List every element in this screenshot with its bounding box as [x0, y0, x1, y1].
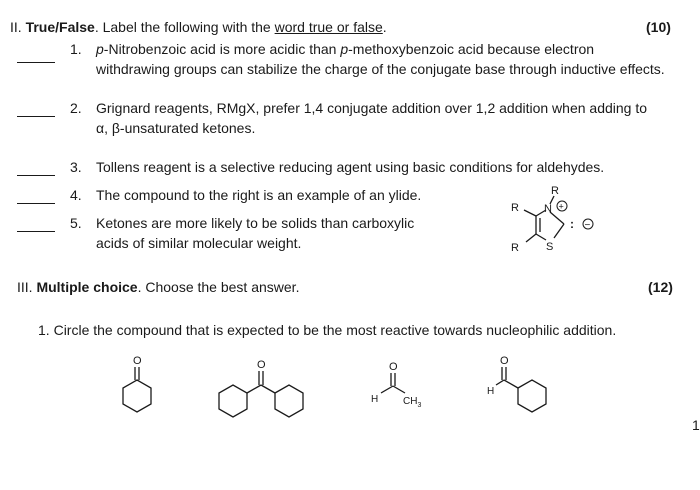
mc-question-1-text: Circle the compound that is expected to be the most reactive towards nucleophilic addition. — [53, 322, 617, 338]
bond-c5-r-bottom — [526, 234, 536, 242]
answer-blank-2[interactable] — [17, 116, 55, 117]
compound-a-oxygen: O — [133, 355, 142, 367]
bond-c4-r-left — [524, 210, 536, 216]
question-5-line-1: Ketones are more likely to be solids than carboxylic — [96, 215, 415, 231]
mc-question-1-number: 1. — [38, 322, 50, 338]
question-2-line-2: α, β-unsaturated ketones. — [96, 120, 256, 136]
section-3-roman: III. — [17, 279, 33, 295]
answer-blank-4[interactable] — [17, 203, 55, 204]
r-top-label: R — [551, 185, 559, 197]
section-3-points: (12) — [648, 279, 673, 295]
section-2-roman: II. — [10, 19, 22, 35]
mc-question-1 — [38, 321, 616, 339]
section-2-instruction-emphasis: word true or false — [274, 19, 383, 35]
compound-b-dicyclohexyl-ketone[interactable] — [213, 352, 313, 422]
section-2-header — [10, 18, 387, 36]
r-bottom-label: R — [511, 242, 519, 254]
compound-a-cyclohexanone[interactable] — [113, 352, 163, 422]
compound-c-oxygen: O — [389, 361, 398, 373]
section-3-instruction: . Choose the best answer. — [137, 279, 300, 295]
question-1-number: 1. — [70, 41, 82, 57]
ylide-thiazolium-structure — [500, 184, 610, 264]
bond-n-c2 — [550, 212, 564, 224]
answer-blank-1[interactable] — [17, 62, 55, 63]
question-1-text-a: -Nitrobenzoic acid is more acidic than — [103, 41, 341, 57]
compound-c-acetaldehyde[interactable] — [365, 358, 435, 418]
compound-d-oxygen: O — [500, 355, 509, 367]
question-3-line-1: Tollens reagent is a selective reducing agent using basic conditions for aldehydes. — [96, 159, 605, 175]
question-5-line-2: acids of similar molecular weight. — [96, 235, 302, 251]
compound-c-hydrogen: H — [371, 394, 379, 405]
question-4-line-1: The compound to the right is an example of an ylide. — [96, 187, 422, 203]
r-left-label: R — [511, 202, 519, 214]
compound-d-cyclohexanecarbaldehyde[interactable] — [482, 352, 562, 422]
n-atom-label: N — [544, 203, 552, 215]
section-3-header — [17, 278, 299, 296]
compound-c-subscript-3: 3 — [417, 402, 422, 409]
question-5-number: 5. — [70, 215, 82, 231]
answer-blank-3[interactable] — [17, 175, 55, 176]
compound-b-oxygen: O — [257, 359, 266, 371]
para-italic-1: p — [96, 41, 104, 57]
section-2-points: (10) — [646, 19, 671, 35]
question-3-number: 3. — [70, 159, 82, 175]
section-2-instruction-pre: . Label the following with the — [94, 19, 275, 35]
compound-c-methyl — [403, 396, 421, 409]
bond-c2-s — [554, 224, 564, 238]
section-3-title: Multiple choice — [36, 279, 138, 295]
question-2-line-1: Grignard reagents, RMgX, prefer 1,4 conjugate addition over 1,2 addition when adding to — [96, 100, 648, 116]
question-1-line-1 — [96, 40, 594, 58]
question-1-line-2: withdrawing groups can stabilize the charge of the conjugate base through inductive effects. — [96, 61, 665, 77]
section-2-title: True/False — [25, 19, 95, 35]
question-4-number: 4. — [70, 187, 82, 203]
answer-blank-5[interactable] — [17, 231, 55, 232]
bond-s-c5 — [536, 234, 546, 240]
section-2-instruction-post: . — [382, 19, 387, 35]
negative-charge-sign: − — [584, 220, 591, 231]
compound-c-ch-label: CH — [403, 396, 418, 407]
s-atom-label: S — [546, 241, 554, 253]
carbanion-lone-pair: : — [570, 217, 574, 231]
para-italic-2: p — [340, 41, 349, 57]
question-1-text-b: -methoxybenzoic acid because electron — [348, 41, 595, 57]
page-edge-number: 1 — [692, 417, 700, 433]
compound-d-hydrogen: H — [487, 386, 495, 397]
positive-charge-sign: + — [558, 201, 564, 212]
question-2-number: 2. — [70, 100, 82, 116]
